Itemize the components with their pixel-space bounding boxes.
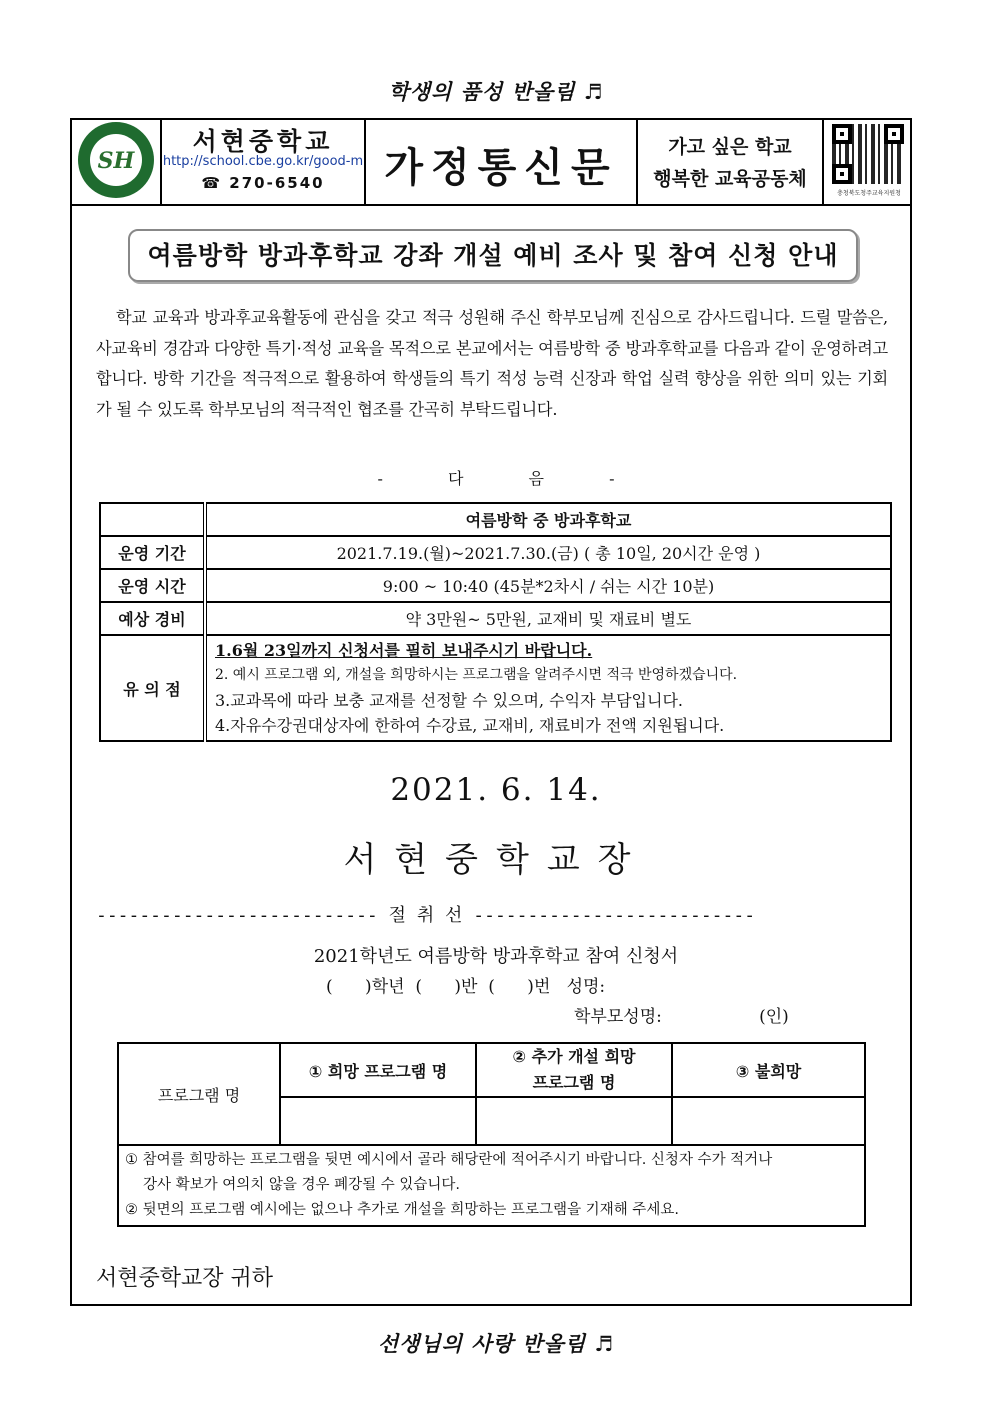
col-additional-program <box>476 1043 672 1097</box>
table-row <box>100 536 891 569</box>
school-name: 서현중학교 <box>192 127 334 156</box>
notice-title: 여름방학 방과후학교 강좌 개설 예비 조사 및 참여 신청 안내 <box>128 229 858 282</box>
school-phone: ☎ 270-6540 <box>201 174 325 192</box>
note-suggestions: 2. 예시 프로그램 외, 개설을 희망하시는 프로그램을 알려주시면 적극 반영하겠습니다. <box>215 667 738 683</box>
program-row-label: 프로그램 명 <box>118 1043 280 1145</box>
row-value: 2021.7.19.(월)~2021.7.30.(금) ( 총 10일, 20시간 운영 ) <box>205 536 891 569</box>
col-not-wanted: ③ 불희망 <box>672 1043 865 1097</box>
table-row <box>100 569 891 602</box>
program-note-2: ② 뒷면의 프로그램 예시에는 없으나 추가로 개설을 희망하는 프로그램을 기재해 주세요. <box>125 1202 679 1218</box>
principal-signature: 서현중학교장 <box>343 840 649 880</box>
newsletter-title-cell <box>366 118 638 204</box>
row-label: 운영 기간 <box>100 536 205 569</box>
program-note-1b: 강사 확보가 여의치 않을 경우 폐강될 수 있습니다. <box>143 1177 461 1193</box>
note-voucher: 4.자유수강권대상자에 한하여 수강료, 교재비, 재료비가 전액 지원됩니다. <box>215 716 725 735</box>
addressee: 서현중학교장 귀하 <box>96 1266 274 1291</box>
school-logo-mark: SH <box>97 148 135 174</box>
bottom-motto: 선생님의 사랑 반올림 ♬ <box>377 1331 615 1356</box>
note-materials: 3.교과목에 따라 보충 교재를 선정할 수 있으며, 수익자 부담입니다. <box>215 691 683 710</box>
info-table <box>99 502 892 742</box>
wanted-program-input[interactable] <box>280 1097 476 1145</box>
not-wanted-input[interactable] <box>672 1097 865 1145</box>
notes-label: 유 의 점 <box>100 635 205 741</box>
school-logo <box>78 122 154 198</box>
row-label: 예상 경비 <box>100 602 205 635</box>
slogan-line-2: 행복한 교육공동체 <box>653 168 807 190</box>
additional-program-input[interactable] <box>476 1097 672 1145</box>
cut-line: -------------------------- 절 취 선 -------------------------- <box>96 905 756 926</box>
qr-cell <box>824 118 910 204</box>
col-additional-line-2: 프로그램 명 <box>532 1073 616 1092</box>
program-table <box>117 1042 866 1227</box>
school-logo-cell <box>70 118 162 204</box>
slogan-cell <box>638 118 824 204</box>
top-motto: 학생의 품성 반올림 ♬ <box>388 79 604 104</box>
info-header: 여름방학 중 방과후학교 <box>205 503 891 536</box>
slogan-line-1: 가고 싶은 학교 <box>668 136 792 158</box>
row-value: 9:00 ~ 10:40 (45분*2차시 / 쉬는 시간 10분) <box>205 569 891 602</box>
parent-name-line[interactable]: 학부모성명: (인) <box>574 1007 789 1027</box>
note-deadline: 1.6월 23일까지 신청서를 필히 보내주시기 바랍니다. <box>215 641 593 660</box>
student-info-line[interactable]: ( )학년 ( )반 ( )번 성명: <box>326 977 606 997</box>
qr-caption: 충청북도청주교육지원청 <box>837 190 901 197</box>
col-wanted-program: ① 희망 프로그램 명 <box>280 1043 476 1097</box>
intro-paragraph: 학교 교육과 방과후교육활동에 관심을 갖고 적극 성원해 주신 학부모님께 진심으로 감사드립니다. 드릴 말씀은, 사교육비 경감과 다양한 특기·적성 교육을 목적으로 본교에서는 여름방학 중 방과후학교를 다음과 같이 운영하려고 합니다. 방학 기간을 적극적으로 활용하여 학생들의 특기 적성 능력 신장과 학업 실력 향상을 위한 의미 있는 기회가 될 수 있도록 학부모님의 적극적인 협조를 간곡히 부탁드립니다. <box>96 308 888 419</box>
notes-cell <box>205 635 891 741</box>
table-row <box>100 635 891 741</box>
info-header-blank <box>100 503 205 536</box>
col-additional-line-1: ② 추가 개설 희망 <box>512 1047 636 1066</box>
school-info-cell <box>162 118 366 204</box>
school-url[interactable]: http://school.cbe.go.kr/good-m <box>162 154 364 169</box>
application-title: 2021학년도 여름방학 방과후학교 참여 신청서 <box>313 946 679 967</box>
program-note-1a: ① 참여를 희망하는 프로그램을 뒷면 예시에서 골라 해당란에 적어주시기 바랍니다. 신청자 수가 적거나 <box>125 1152 773 1168</box>
issue-date: 2021. 6. 14. <box>390 772 602 808</box>
newsletter-title: 가정통신문 <box>384 145 618 191</box>
table-row <box>100 602 891 635</box>
program-notes <box>118 1145 865 1226</box>
details-heading: - 다 음 - <box>377 469 615 488</box>
row-value: 약 3만원~ 5만원, 교재비 및 재료비 별도 <box>205 602 891 635</box>
row-label: 운영 시간 <box>100 569 205 602</box>
letterhead <box>70 118 912 206</box>
